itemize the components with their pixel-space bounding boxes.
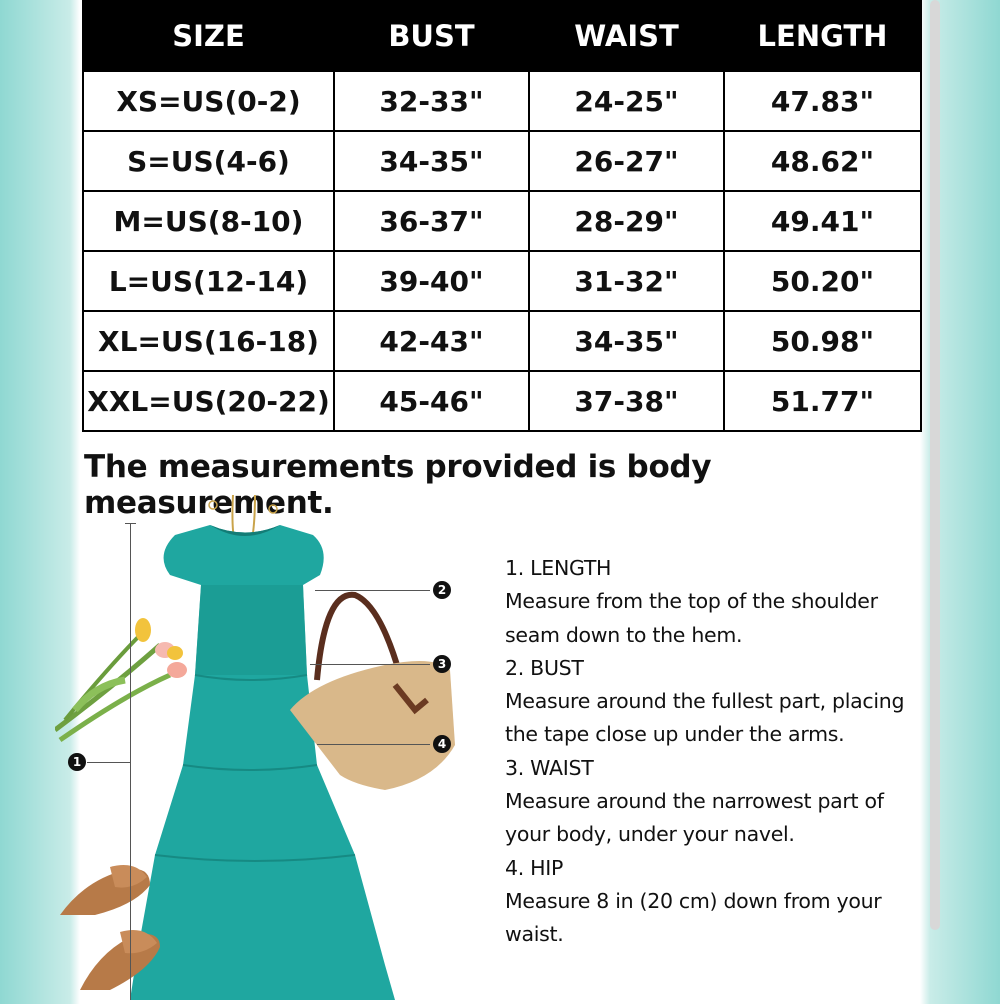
dress-image bbox=[55, 495, 475, 1000]
instruction-title-waist: 3. WAIST bbox=[505, 755, 594, 780]
marker-2-icon: 2 bbox=[433, 581, 451, 599]
table-row bbox=[83, 131, 921, 191]
marker-3-icon: 3 bbox=[433, 655, 451, 673]
instruction-text: seam down to the hem. bbox=[505, 622, 743, 647]
measurement-note: The measurements provided is body measurement. bbox=[84, 449, 712, 521]
table-row bbox=[83, 71, 921, 131]
waist-cell: 26-27" bbox=[529, 131, 724, 191]
waist-cell: 31-32" bbox=[529, 251, 724, 311]
table-row bbox=[83, 251, 921, 311]
waist-cell: 34-35" bbox=[529, 311, 724, 371]
instruction-text: Measure around the narrowest part of bbox=[505, 789, 884, 814]
bust-guide-line bbox=[315, 590, 430, 591]
instruction-text: Measure from the top of the shoulder bbox=[505, 589, 878, 614]
length-cell: 48.62" bbox=[724, 131, 921, 191]
size-cell: XXL=US(20-22) bbox=[83, 371, 334, 431]
header-waist: WAIST bbox=[529, 1, 724, 71]
header-length: LENGTH bbox=[724, 1, 921, 71]
instruction-title-hip: 4. HIP bbox=[505, 855, 564, 880]
bust-cell: 39-40" bbox=[334, 251, 529, 311]
header-size: SIZE bbox=[83, 1, 334, 71]
size-cell: M=US(8-10) bbox=[83, 191, 334, 251]
dress-illustration bbox=[55, 495, 475, 1000]
waist-guide-line bbox=[310, 664, 430, 665]
measuring-instructions bbox=[505, 552, 935, 952]
table-header-row bbox=[83, 1, 921, 71]
length-guide-top-tick bbox=[125, 523, 136, 524]
table-row bbox=[83, 311, 921, 371]
marker-4-icon: 4 bbox=[433, 735, 451, 753]
size-chart-table bbox=[82, 0, 922, 432]
bust-cell: 32-33" bbox=[334, 71, 529, 131]
flowers-icon bbox=[55, 618, 187, 740]
waist-cell: 37-38" bbox=[529, 371, 724, 431]
size-cell: XS=US(0-2) bbox=[83, 71, 334, 131]
header-bust: BUST bbox=[334, 1, 529, 71]
waist-cell: 28-29" bbox=[529, 191, 724, 251]
length-cell: 49.41" bbox=[724, 191, 921, 251]
size-cell: L=US(12-14) bbox=[83, 251, 334, 311]
table-row bbox=[83, 371, 921, 431]
bust-cell: 34-35" bbox=[334, 131, 529, 191]
instruction-text: waist. bbox=[505, 922, 564, 947]
instruction-text: your body, under your navel. bbox=[505, 822, 795, 847]
bust-cell: 45-46" bbox=[334, 371, 529, 431]
hip-guide-line bbox=[317, 744, 430, 745]
waist-cell: 24-25" bbox=[529, 71, 724, 131]
marker-1-icon: 1 bbox=[68, 753, 86, 771]
instruction-title-length: 1. LENGTH bbox=[505, 556, 612, 580]
length-cell: 51.77" bbox=[724, 371, 921, 431]
length-cell: 47.83" bbox=[724, 71, 921, 131]
size-cell: S=US(4-6) bbox=[83, 131, 334, 191]
length-guide-connector bbox=[87, 762, 131, 763]
instruction-title-bust: 2. BUST bbox=[505, 655, 584, 680]
table-row bbox=[83, 191, 921, 251]
instruction-text: Measure around the fullest part, placing bbox=[505, 689, 905, 714]
bust-cell: 42-43" bbox=[334, 311, 529, 371]
size-cell: XL=US(16-18) bbox=[83, 311, 334, 371]
bust-cell: 36-37" bbox=[334, 191, 529, 251]
instruction-text: Measure 8 in (20 cm) down from your bbox=[505, 888, 882, 913]
length-cell: 50.98" bbox=[724, 311, 921, 371]
length-cell: 50.20" bbox=[724, 251, 921, 311]
instruction-text: the tape close up under the arms. bbox=[505, 722, 845, 747]
